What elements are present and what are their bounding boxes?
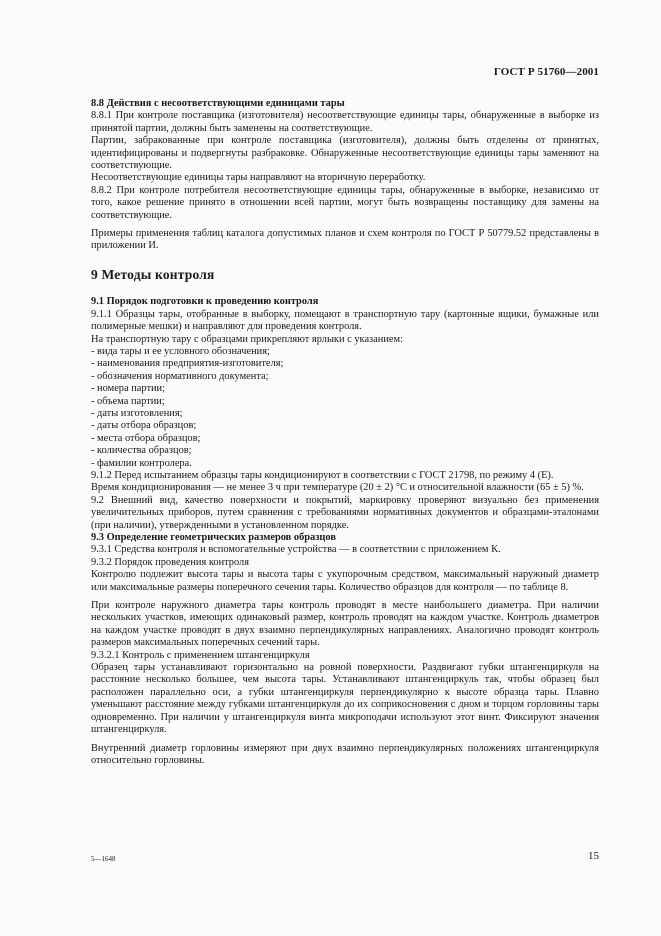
list-item: - номера партии;	[91, 383, 165, 395]
list-item: - объема партии;	[91, 395, 165, 407]
paragraph: 9.1.1 Образцы тары, отобранные в выборку, помещают в транспортную тару (картонные ящики, бумажные или полимерные мешки) и направляют для проведения контроля.	[91, 308, 599, 333]
section-title-9: 9 Методы контроля	[91, 266, 215, 282]
paragraph: Примеры применения таблиц каталога допустимых планов и схем контроля по ГОСТ Р 50779.52 представлены в приложении И.	[91, 228, 599, 252]
paragraph: 9.3.2.1 Контроль с применением штангенциркуля	[91, 649, 310, 661]
paragraph: 9.3.1 Средства контроля и вспомогательные устройства — в соответствии с приложением К.	[91, 544, 501, 556]
subsection-title-9-3: 9.3 Определение геометрических размеров образцов	[91, 532, 336, 543]
page-number: 15	[588, 850, 599, 862]
paragraph: 9.3.2 Порядок проведения контроля	[91, 556, 250, 568]
paragraph: 8.8.2 При контроле потребителя несоответствующие единицы тары, обнаруженные в выборке, независимо от того, какое решение принято в отношении всей партии, могут быть возвращены поставщику для замены на соответствующие.	[91, 184, 599, 221]
list-item: - вида тары и ее условного обозначения;	[91, 345, 270, 357]
list-item: - даты изготовления;	[91, 407, 183, 419]
list-item: - даты отбора образцов;	[91, 420, 197, 432]
list-item: - обозначения нормативного документа;	[91, 370, 269, 382]
paragraph: Партии, забракованные при контроле поставщика (изготовителя), должны быть отделены от принятых, идентифицированы и подвергнуты разбраковке. Обнаруженные несоответствующие единицы тары заменяют на соответствующие.	[91, 135, 599, 172]
paragraph: При контроле наружного диаметра тары контроль проводят в месте наибольшего диаметра. При наличии нескольких участков, имеющих одинаковый размер, контроль проводят на каждом участке. Контроль диаметров на каждом участке проводят в двух взаимно перпендикулярных направлениях. Аналогично проводят контроль размеров максимальных поперечных сечений тары.	[91, 600, 599, 649]
list-item: - фамилии контролера.	[91, 457, 192, 469]
document-body	[91, 98, 599, 767]
subsection-title-9-1: 9.1 Порядок подготовки к проведению контроля	[91, 296, 319, 308]
print-mark: 5—1648	[91, 855, 116, 863]
list-item: - наименования предприятия-изготовителя;	[91, 358, 284, 370]
paragraph: 9.2 Внешний вид, качество поверхности и покрытий, маркировку проверяют визуально без применения увеличительных приборов, путем сравнения с требованиями нормативных документов и образцами-эталонами (при наличии), утвержденными в установленном порядке.	[91, 494, 599, 531]
paragraph: Несоответствующие единицы тары направляют на вторичную переработку.	[91, 172, 426, 184]
document-code: ГОСТ Р 51760—2001	[493, 66, 599, 78]
subsection-title-8-8: 8.8 Действия с несоответствующими единицами тары	[91, 98, 345, 109]
paragraph: Образец тары устанавливают горизонтально на ровной поверхности. Раздвигают губки штангенциркуля на расстояние несколько большее, чем высота тары. Устанавливают штангенциркуль так, чтобы образец был расположен параллельно оси, а губки штангенциркуля перпендикулярно к высоте образца тары. Плавно уменьшают расстояние между губками штангенциркуля до их соприкосновения с дном и торцом горловины тары одновременно. При наличии у штангенциркуля винта микроподачи используют этот винт. Фиксируют значения штангенциркуля.	[91, 662, 599, 736]
paragraph: Внутренний диаметр горловины измеряют при двух взаимно перпендикулярных положениях штангенциркуля относительно горловины.	[91, 742, 599, 766]
paragraph: На транспортную тару с образцами прикрепляют ярлыки с указанием:	[91, 333, 403, 345]
paragraph: Контролю подлежит высота тары и высота тары с укупорочным средством, максимальный наружный диаметр или максимальные размеры поперечного сечения тары. Количество образцов для контроля — по таблице 8.	[91, 569, 599, 593]
list-item: - количества образцов;	[91, 445, 192, 457]
paragraph: Время кондиционирования — не менее 3 ч при температуре (20 ± 2) °С и относительной влажности (65 ± 5) %.	[91, 482, 584, 494]
paragraph: 8.8.1 При контроле поставщика (изготовителя) несоответствующие единицы тары, обнаруженные в выборке из принятой партии, должны быть заменены на соответствующие.	[91, 110, 599, 134]
paragraph: 9.1.2 Перед испытанием образцы тары кондиционируют в соответствии с ГОСТ 21798, по режиму 4 (Е).	[91, 469, 554, 481]
list-item: - места отбора образцов;	[91, 432, 201, 444]
